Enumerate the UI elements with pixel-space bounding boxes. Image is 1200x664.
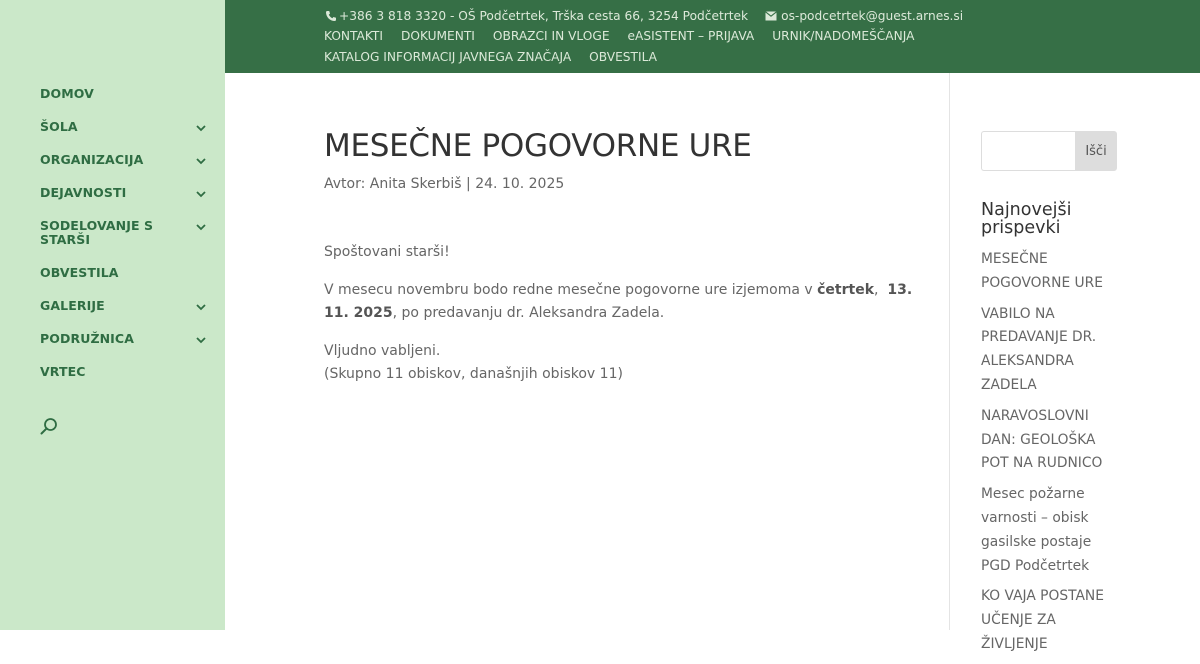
list-item: [981, 405, 1121, 476]
chevron-down-icon[interactable]: [194, 121, 208, 135]
sidebar-item-label: PODRUŽNICA: [40, 331, 134, 346]
main-navigation: [40, 87, 208, 398]
closing-paragraph: [324, 340, 914, 387]
sidebar-item-label: OBVESTILA: [40, 265, 119, 280]
sidebar-item-domov[interactable]: [40, 87, 208, 120]
chevron-down-icon[interactable]: [194, 300, 208, 314]
topmenu-urnik-nadomescanja[interactable]: URNIK/NADOMEŠČANJA: [772, 29, 915, 43]
phone-address-text: +386 3 818 3320 - OŠ Podčetrtek, Trška cesta 66, 3254 Podčetrtek: [339, 9, 749, 23]
sidebar-item-vrtec[interactable]: [40, 365, 208, 398]
announcement-text-start: V mesecu novembru bodo redne mesečne pogovorne ure izjemoma v: [324, 281, 818, 298]
top-menu-row-2: [324, 50, 1124, 65]
announcement-text-end: , po predavanju dr. Aleksandra Zadela.: [392, 305, 665, 321]
phone-icon: [324, 10, 337, 23]
envelope-icon: [764, 10, 777, 23]
sidebar-item-obvestila[interactable]: [40, 266, 208, 299]
list-item: [981, 483, 1121, 578]
announcement-comma: ,: [874, 281, 888, 298]
topmenu-dokumenti[interactable]: DOKUMENTI: [400, 29, 475, 43]
chevron-down-icon[interactable]: [194, 187, 208, 201]
search-icon[interactable]: [39, 417, 59, 437]
top-menu-row-1: [324, 29, 1124, 44]
topmenu-easistent-prijava[interactable]: eASISTENT – PRIJAVA: [627, 29, 755, 43]
page-title: MESEČNE POGOVORNE URE: [324, 128, 752, 164]
chevron-down-icon[interactable]: [194, 220, 208, 234]
recent-post-link[interactable]: NARAVOSLOVNI DAN: GEOLOŠKA POT NA RUDNICO: [981, 407, 1103, 472]
list-item: [981, 585, 1121, 656]
announcement-paragraph: [324, 279, 914, 326]
sidebar-item-sola[interactable]: [40, 120, 208, 153]
closing-text: Vljudno vabljeni.: [324, 342, 441, 359]
sidebar-item-label: SODELOVANJE S STARŠI: [40, 218, 154, 247]
greeting-text: Spoštovani starši!: [324, 244, 450, 260]
recent-post-link[interactable]: Mesec požarne varnosti – obisk gasilske postaje PGD Podčetrtek: [981, 486, 1092, 574]
announcement-day: četrtek: [817, 281, 875, 298]
topmenu-kontakti[interactable]: KONTAKTI: [324, 29, 383, 43]
recent-posts-list: [981, 248, 1121, 664]
sidebar-item-label: DEJAVNOSTI: [40, 185, 127, 200]
recent-post-link[interactable]: KO VAJA POSTANE UČENJE ZA ŽIVLJENJE: [981, 588, 1104, 652]
post-body: [324, 241, 914, 387]
recent-posts-title: Najnovejši prispevki: [981, 200, 1072, 238]
announcement-date: 13. 11. 2025: [324, 281, 913, 321]
chevron-down-icon[interactable]: [194, 333, 208, 347]
sidebar-item-organizacija[interactable]: [40, 153, 208, 186]
top-header: [225, 0, 1200, 73]
visit-counter: (Skupno 11 obiskov, današnjih obiskov 11): [324, 366, 623, 382]
sidebar-divider: [949, 73, 950, 630]
main-content: [324, 124, 914, 401]
topmenu-obvestila[interactable]: OBVESTILA: [589, 50, 657, 64]
sidebar-item-dejavnosti[interactable]: [40, 186, 208, 219]
recent-post-link[interactable]: VABILO NA PREDAVANJE DR. ALEKSANDRA ZADELA: [981, 305, 1097, 393]
contact-info: [324, 8, 963, 24]
sidebar-item-label: ŠOLA: [40, 119, 78, 134]
sidebar-search-form: [981, 131, 1117, 171]
email-link[interactable]: [764, 9, 963, 23]
sidebar-item-podruznica[interactable]: [40, 332, 208, 365]
left-sidebar: [0, 0, 225, 630]
post-date: 24. 10. 2025: [475, 176, 565, 192]
email-text[interactable]: os-podcetrtek@guest.arnes.si: [781, 9, 964, 23]
list-item: [981, 248, 1121, 296]
sidebar-item-galerije[interactable]: [40, 299, 208, 332]
recent-post-link[interactable]: MESEČNE POGOVORNE URE: [981, 251, 1103, 291]
list-item: [981, 303, 1121, 398]
sidebar-item-label: GALERIJE: [40, 298, 105, 313]
sidebar-item-sodelovanje-s-starsi[interactable]: [40, 219, 208, 266]
topmenu-obrazci-in-vloge[interactable]: OBRAZCI IN VLOGE: [492, 29, 610, 43]
search-button[interactable]: Išči: [1075, 131, 1117, 171]
sidebar-item-label: DOMOV: [40, 86, 94, 101]
topmenu-katalog-informacij[interactable]: KATALOG INFORMACIJ JAVNEGA ZNAČAJA: [324, 50, 572, 64]
search-input[interactable]: [981, 131, 1075, 171]
meta-prefix: Avtor:: [324, 176, 370, 192]
meta-separator: |: [461, 176, 476, 192]
author-link[interactable]: Anita Skerbiš: [369, 176, 462, 192]
post-meta: [324, 175, 914, 193]
sidebar-item-label: ORGANIZACIJA: [40, 152, 144, 167]
sidebar-item-label: VRTEC: [40, 364, 86, 379]
chevron-down-icon[interactable]: [194, 154, 208, 168]
